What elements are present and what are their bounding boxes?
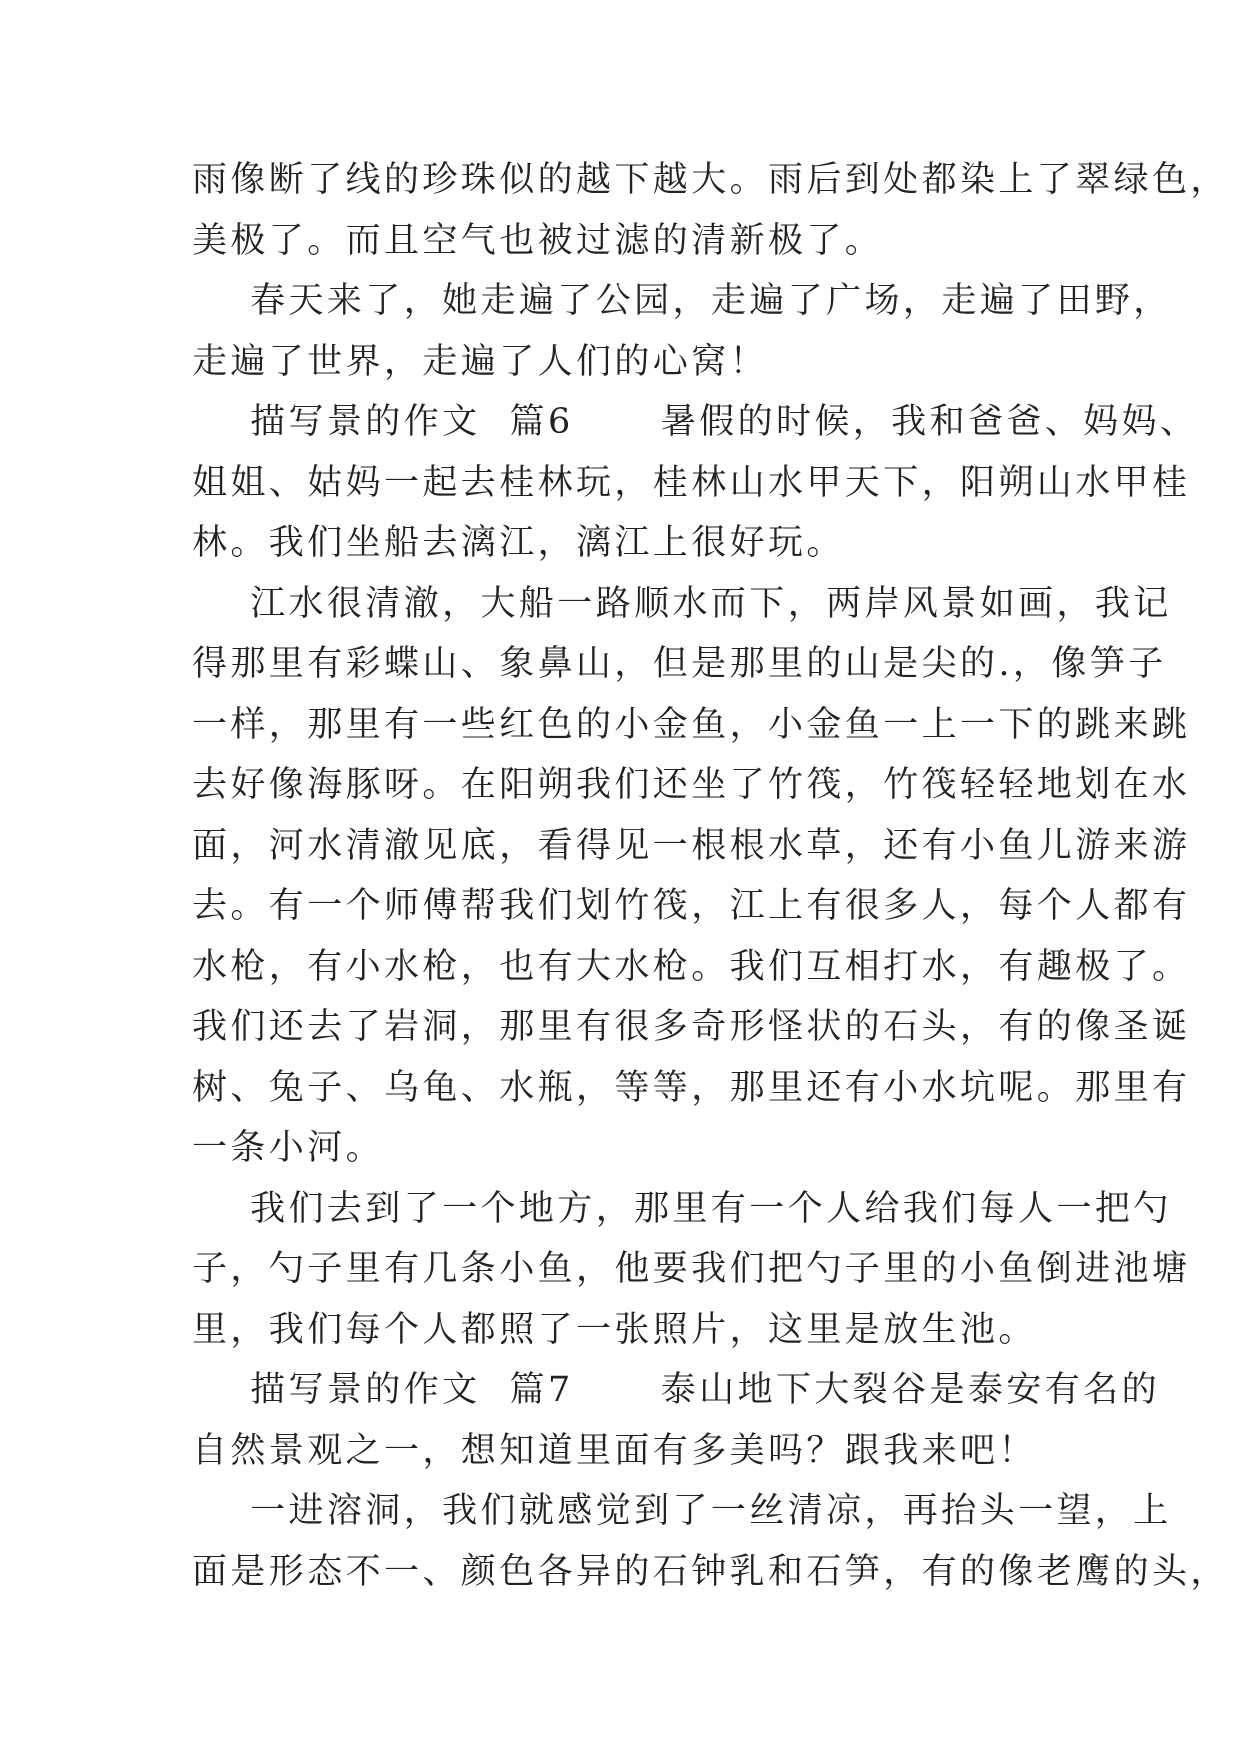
text-line: 去。有一个师傅帮我们划竹筏，江上有很多人，每个人都有 — [192, 886, 1191, 926]
text-line: 树、兔子、乌龟、水瓶，等等，那里还有小水坑呢。那里有 — [192, 1067, 1191, 1108]
text-line: 一进溶洞，我们就感觉到了一丝清凉，再抬头一望，上 — [192, 1491, 1172, 1531]
text-line: 得那里有彩蝶山、象鼻山，但是那里的山是尖的.，像笋子 — [192, 644, 1167, 684]
text-line: 去好像海豚呀。在阳朔我们还坐了竹筏，竹筏轻轻地划在水 — [192, 765, 1191, 805]
text-line: 一条小河。 — [192, 1128, 385, 1168]
section-heading-line: 描写景的作文 篇7 泰山地下大裂谷是泰安有名的 — [192, 1370, 1160, 1410]
text-line: 美极了。而且空气也被过滤的清新极了。 — [192, 220, 884, 261]
text-line: 姐姐、姑妈一起去桂林玩，桂林山水甲天下，阳朔山水甲桂 — [192, 462, 1191, 503]
text-line: 里，我们每个人都照了一张照片，这里是放生池。 — [192, 1309, 1037, 1350]
text-line: 一样，那里有一些红色的小金鱼，小金鱼一上一下的跳来跳 — [192, 704, 1191, 745]
text-line: 走遍了世界，走遍了人们的心窝！ — [192, 341, 769, 382]
section-heading-line: 描写景的作文 篇6 暑假的时候，我和爸爸、妈妈、 — [192, 402, 1199, 442]
article-body — [192, 150, 1229, 1602]
text-line: 面是形态不一、颜色各异的石钟乳和石笋，有的像老鹰的头， — [192, 1551, 1229, 1592]
text-line: 林。我们坐船去漓江，漓江上很好玩。 — [192, 523, 845, 563]
text-line: 自然景观之一，想知道里面有多美吗？跟我来吧！ — [192, 1430, 1037, 1471]
text-line: 子，勺子里有几条小鱼，他要我们把勺子里的小鱼倒进池塘 — [192, 1249, 1191, 1289]
text-line: 面，河水清澈见底，看得见一根根水草，还有小鱼儿游来游 — [192, 825, 1191, 866]
text-line: 我们还去了岩洞，那里有很多奇形怪状的石头，有的像圣诞 — [192, 1007, 1191, 1047]
text-line: 雨像断了线的珍珠似的越下越大。雨后到处都染上了翠绿色， — [192, 160, 1229, 200]
text-line: 江水很清澈，大船一路顺水而下，两岸风景如画，我记 — [192, 583, 1172, 624]
text-line: 春天来了，她走遍了公园，走遍了广场，走遍了田野， — [192, 281, 1172, 321]
text-line: 水枪，有小水枪，也有大水枪。我们互相打水，有趣极了。 — [192, 946, 1191, 987]
text-line: 我们去到了一个地方，那里有一个人给我们每人一把勺 — [192, 1188, 1172, 1229]
